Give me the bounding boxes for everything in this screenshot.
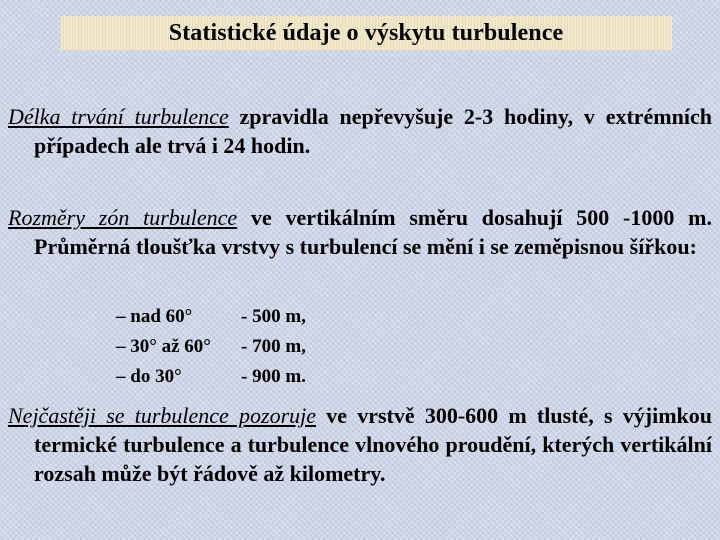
- latitude-range: – 30° až 60°: [116, 336, 211, 357]
- paragraph-text: zpravidla nepřevyšuje 2-3 hodiny, v extrémních případech ale trvá i 24 hodin.: [34, 104, 712, 158]
- paragraph-text: ve vertikálním směru dosahují 500 -1000 m. Průměrná tloušťka vrstvy s turbulencí se mění i se zeměpisnou šířkou:: [34, 205, 712, 259]
- list-item: [116, 302, 306, 332]
- latitude-range: – nad 60°: [116, 306, 193, 327]
- page-title: Statistické údaje o výskytu turbulence: [168, 20, 564, 46]
- paragraph-text: ve vrstvě 300-600 m tlusté, s výjimkou termické turbulence a turbulence vlnového proudění, kterých vertikální rozsah může být řádově až kilometry.: [34, 403, 712, 486]
- paragraph-zone-size: [8, 203, 712, 261]
- latitude-range: – do 30°: [116, 366, 182, 387]
- paragraph-duration: [8, 102, 712, 160]
- lead-phrase: Rozměry zón turbulence: [8, 205, 238, 230]
- paragraph-occurrence: [8, 401, 712, 488]
- list-item: [116, 362, 306, 392]
- thickness-value: - 900 m.: [241, 366, 306, 387]
- title-banner: [60, 16, 672, 50]
- thickness-value: - 500 m,: [241, 306, 306, 327]
- latitude-list: [116, 302, 306, 392]
- lead-phrase: Délka trvání turbulence: [8, 104, 229, 129]
- thickness-value: - 700 m,: [241, 336, 306, 357]
- lead-phrase: Nejčastěji se turbulence pozoruje: [8, 403, 317, 428]
- list-item: [116, 332, 306, 362]
